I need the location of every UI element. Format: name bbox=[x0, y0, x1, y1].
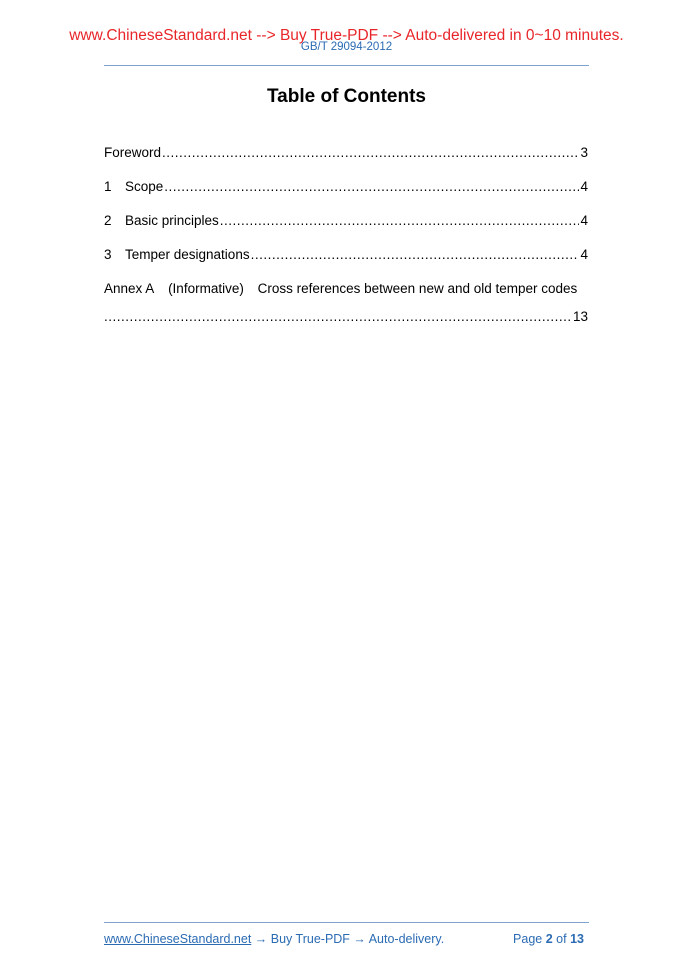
footer-link[interactable]: www.ChineseStandard.net bbox=[104, 932, 252, 946]
document-code: GB/T 29094-2012 bbox=[300, 41, 393, 53]
header-banner[interactable]: www.ChineseStandard.net --> Buy True-PDF --> Auto-delivered in 0~10 minutes. bbox=[69, 27, 624, 44]
page-footer bbox=[104, 932, 589, 946]
toc-entry-foreword[interactable] bbox=[104, 145, 588, 163]
page-label: Page bbox=[513, 932, 543, 946]
footer-divider bbox=[104, 922, 589, 923]
header-divider bbox=[104, 65, 589, 66]
toc-entry-title: Foreword bbox=[104, 145, 162, 160]
toc-entry-basic-principles[interactable] bbox=[104, 213, 588, 231]
page-number bbox=[513, 932, 584, 946]
toc-entry-number: 3 bbox=[104, 247, 112, 262]
toc-leader-dots bbox=[164, 179, 579, 194]
toc-entry-page: 13 bbox=[572, 309, 588, 324]
toc-entry-page: 4 bbox=[580, 179, 588, 194]
toc-leader-dots bbox=[220, 213, 580, 228]
toc-entry-number: 2 bbox=[104, 213, 112, 228]
page-current: 2 bbox=[545, 932, 553, 946]
toc-leader-dots bbox=[162, 145, 579, 160]
toc-leader-dots bbox=[104, 309, 572, 324]
page-title: Table of Contents bbox=[266, 86, 427, 107]
page-of: of bbox=[556, 932, 567, 946]
annex-type: (Informative) bbox=[168, 281, 244, 296]
toc-entry-annex-a[interactable] bbox=[104, 281, 588, 296]
toc-entry-page: 4 bbox=[580, 213, 588, 228]
toc-entry-title: Basic principles bbox=[125, 213, 219, 228]
toc-entry-title: Temper designations bbox=[125, 247, 250, 262]
annex-title: Cross references between new and old temper codes bbox=[257, 281, 578, 296]
toc-entry-page: 4 bbox=[580, 247, 588, 262]
toc-entry-title: Scope bbox=[125, 179, 164, 194]
toc-entry-number: 1 bbox=[104, 179, 112, 194]
toc-entry-annex-a-page-line[interactable] bbox=[104, 309, 588, 327]
annex-label: Annex A bbox=[104, 281, 155, 296]
toc-leader-dots bbox=[251, 247, 580, 262]
toc-entry-scope[interactable] bbox=[104, 179, 588, 197]
footer-text: → Buy True-PDF → Auto-delivery. bbox=[251, 932, 445, 946]
toc-entry-temper-designations[interactable] bbox=[104, 247, 588, 265]
page-total: 13 bbox=[570, 932, 584, 946]
toc-entry-page: 3 bbox=[580, 145, 588, 160]
